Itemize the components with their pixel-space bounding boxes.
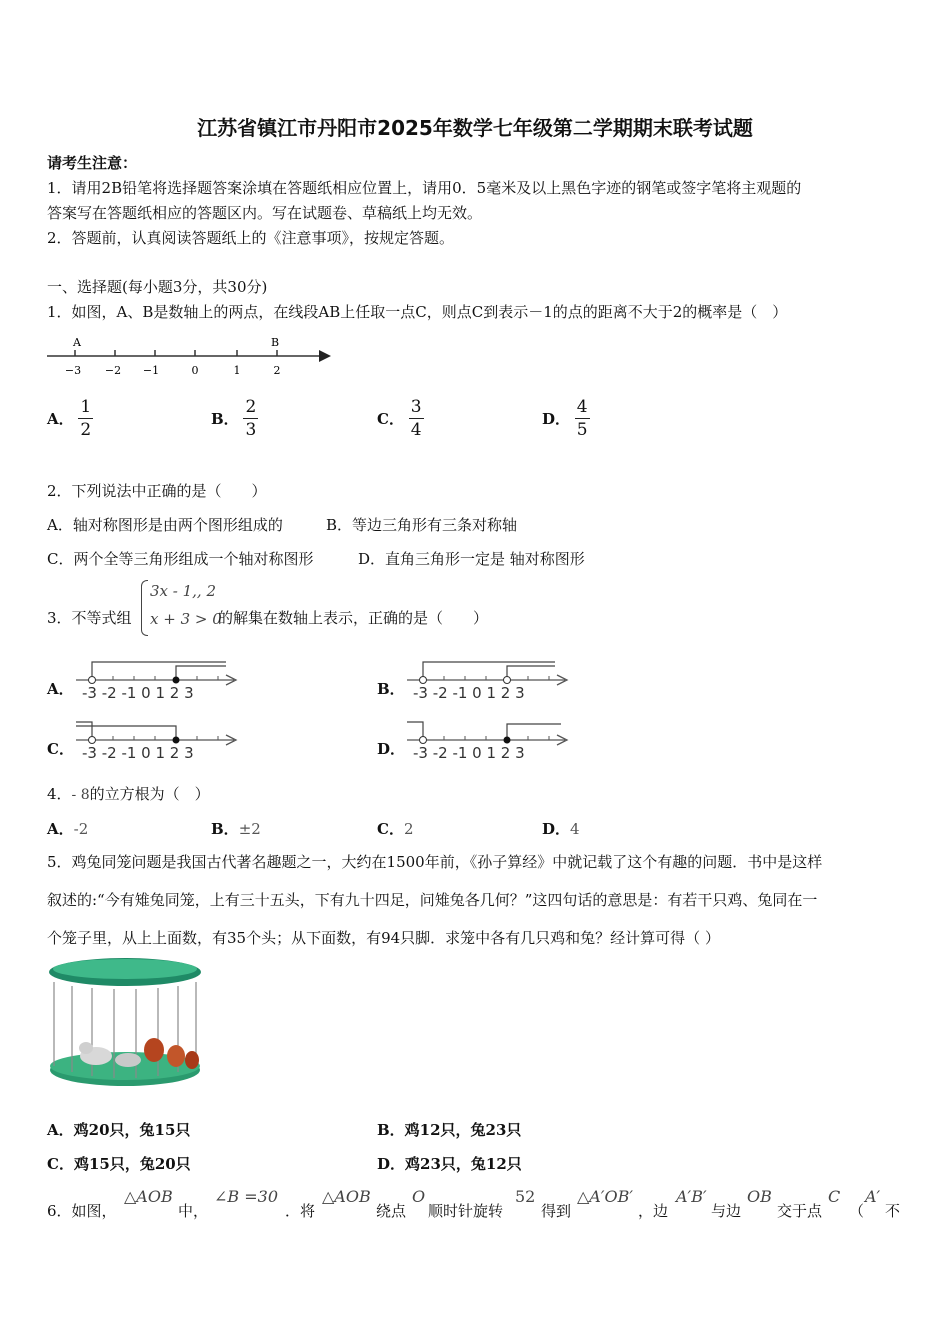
q6-text-1: 6．如图， — [47, 1202, 117, 1220]
q1-option-d-fraction: $\frac{4}{5}$ — [576, 397, 588, 440]
q6-text-7: ，边 — [638, 1202, 669, 1220]
q4-option-d-label: D． — [542, 820, 571, 838]
q3-stem-post: 的解集在数轴上表示，正确的是（ ） — [218, 609, 489, 627]
q4-option-d-value: 4 — [570, 820, 580, 838]
chicken-rabbit-cage-image — [46, 958, 204, 1094]
q6-math-5: 52 — [515, 1187, 536, 1206]
page-title: 江苏省镇江市丹阳市2025年数学七年级第二学期期末联考试题 — [197, 116, 753, 140]
q6-text-8: 与边 — [711, 1202, 742, 1220]
q1-stem: 1．如图，A、B是数轴上的两点，在线段AB上任取一点C，则点C到表示－1的点的距离不大于2的概率是（ ） — [47, 303, 788, 321]
q1-tick-2: −2 — [104, 364, 122, 377]
q3-option-a-ticks: -3 -2 -1 0 1 2 3 — [82, 684, 194, 702]
q1-tick-4: 0 — [191, 364, 199, 377]
notice-line-1a: 1．请用2B铅笔将选择题答案涂填在答题纸相应位置上，请用0．5毫米及以上黑色字迹的钢笔或签字笔将主观题的 — [47, 179, 802, 197]
q3-option-b-graph — [405, 654, 575, 704]
q1-number-line — [45, 334, 335, 378]
q4-option-b-value: ±2 — [238, 820, 261, 838]
q6-text-9: 交于点 — [777, 1202, 823, 1220]
q3-inequality-1: 3x - 1,, 2 — [150, 582, 216, 600]
q6-math-3: △AOB — [322, 1187, 371, 1206]
q1-option-d[interactable] — [542, 396, 590, 441]
q3-option-c-ticks: -3 -2 -1 0 1 2 3 — [82, 744, 194, 762]
q6-math-2: ∠B =30 — [214, 1187, 279, 1206]
q5-line-3: 个笼子里，从上上面数，有35个头；从下面数，有94只脚．求笼中各有几只鸡和兔？经计算可得（ ） — [47, 929, 720, 947]
q2-option-a[interactable]: A．轴对称图形是由两个图形组成的 — [47, 516, 283, 534]
q6-math-7: A′B′ — [676, 1187, 707, 1206]
q4-stem-pre: 4． — [47, 785, 72, 803]
q3-option-d-graph — [405, 714, 575, 764]
q1-tick-6: 2 — [273, 364, 281, 377]
q4-stem-post: 的立方根为（ ） — [89, 785, 210, 803]
q3-option-b-ticks: -3 -2 -1 0 1 2 3 — [413, 684, 525, 702]
q4-option-b-label: B． — [211, 820, 239, 838]
q4-option-d[interactable] — [542, 818, 580, 839]
q3-system-brace — [141, 580, 148, 636]
q2-option-d[interactable]: D．直角三角形一定是 轴对称图形 — [358, 550, 585, 568]
q6-text-6: 得到 — [541, 1202, 572, 1220]
q5-option-d[interactable]: D．鸡23只，兔12只 — [377, 1155, 522, 1173]
q1-option-c[interactable] — [377, 396, 424, 441]
q6-math-4: O — [412, 1187, 426, 1206]
q1-label-a: A — [73, 336, 81, 349]
q1-tick-5: 1 — [233, 364, 241, 377]
q5-line-1: 5．鸡兔同笼问题是我国古代著名趣题之一，大约在1500年前，《孙子算经》中就记载了这个有趣的问题．书中是这样 — [47, 853, 823, 871]
q1-tick-1: −3 — [64, 364, 82, 377]
q6-math-9: C — [828, 1187, 841, 1206]
q1-option-b[interactable] — [211, 396, 258, 441]
q6-text-10: （ — [849, 1202, 865, 1220]
notice-line-2: 2．答题前，认真阅读答题纸上的《注意事项》，按规定答题。 — [47, 229, 455, 247]
q3-option-b-label[interactable]: B． — [377, 680, 405, 698]
q2-option-c[interactable]: C．两个全等三角形组成一个轴对称图形 — [47, 550, 314, 568]
q4-expression: - 8 — [71, 787, 90, 803]
notice-line-1b: 答案写在答题纸相应的答题区内。写在试题卷、草稿纸上均无效。 — [47, 204, 483, 222]
q6-text-5: 顺时针旋转 — [428, 1202, 504, 1220]
q1-option-a-label: A． — [47, 410, 74, 428]
q1-option-a-fraction: $\frac{1}{2}$ — [80, 397, 92, 440]
q1-tick-3: −1 — [142, 364, 160, 377]
q6-text-11: 不 — [885, 1202, 901, 1220]
q6-text-4: 绕点 — [376, 1202, 407, 1220]
q5-option-c[interactable]: C．鸡15只，兔20只 — [47, 1155, 191, 1173]
q3-inequality-2: x + 3 > 0 — [150, 610, 222, 628]
q1-option-a[interactable] — [47, 396, 93, 441]
q2-option-b[interactable]: B．等边三角形有三条对称轴 — [326, 516, 518, 534]
q3-option-a-graph — [74, 654, 244, 704]
q4-option-c-value: 2 — [403, 820, 414, 838]
q1-option-c-label: C． — [377, 410, 404, 428]
q3-stem-pre: 3．不等式组 — [47, 609, 132, 627]
q4-option-c-label: C． — [377, 820, 404, 838]
q4-option-a-label: A． — [47, 820, 74, 838]
q3-option-c-graph — [74, 714, 244, 764]
q4-stem — [47, 783, 210, 804]
q5-option-a[interactable]: A．鸡20只，兔15只 — [47, 1121, 191, 1139]
q6-math-6: △A′OB′ — [577, 1187, 633, 1206]
q6-math-1: △AOB — [124, 1187, 173, 1206]
q1-label-b: B — [271, 336, 280, 349]
q4-option-a-value: -2 — [73, 820, 89, 838]
q5-option-b[interactable]: B．鸡12只，兔23只 — [377, 1121, 522, 1139]
q1-option-d-label: D． — [542, 410, 571, 428]
q1-option-b-fraction: $\frac{2}{3}$ — [245, 397, 257, 440]
q6-math-8: OB — [747, 1187, 772, 1206]
q3-option-a-label[interactable]: A． — [47, 680, 74, 698]
q3-option-d-label[interactable]: D． — [377, 740, 406, 758]
q4-option-c[interactable] — [377, 818, 414, 839]
q3-option-d-ticks: -3 -2 -1 0 1 2 3 — [413, 744, 525, 762]
section-heading: 一、选择题(每小题3分，共30分) — [47, 278, 268, 296]
q4-option-b[interactable] — [211, 818, 261, 839]
notice-heading: 请考生注意： — [47, 154, 138, 172]
q6-text-3: ．将 — [285, 1202, 316, 1220]
q6-text-2: 中， — [178, 1202, 209, 1220]
q3-option-c-label[interactable]: C． — [47, 740, 74, 758]
q1-option-b-label: B． — [211, 410, 239, 428]
q5-line-2: 叙述的:“今有雉兔同笼，上有三十五头，下有九十四足，问雉兔各几何？”这四句话的意思是：有若干只鸡、兔同在一 — [47, 891, 818, 909]
q4-option-a[interactable] — [47, 818, 88, 839]
q6-math-10: A′ — [865, 1187, 881, 1206]
q1-option-c-fraction: $\frac{3}{4}$ — [410, 397, 422, 440]
q2-stem: 2．下列说法中正确的是（ ） — [47, 482, 267, 500]
